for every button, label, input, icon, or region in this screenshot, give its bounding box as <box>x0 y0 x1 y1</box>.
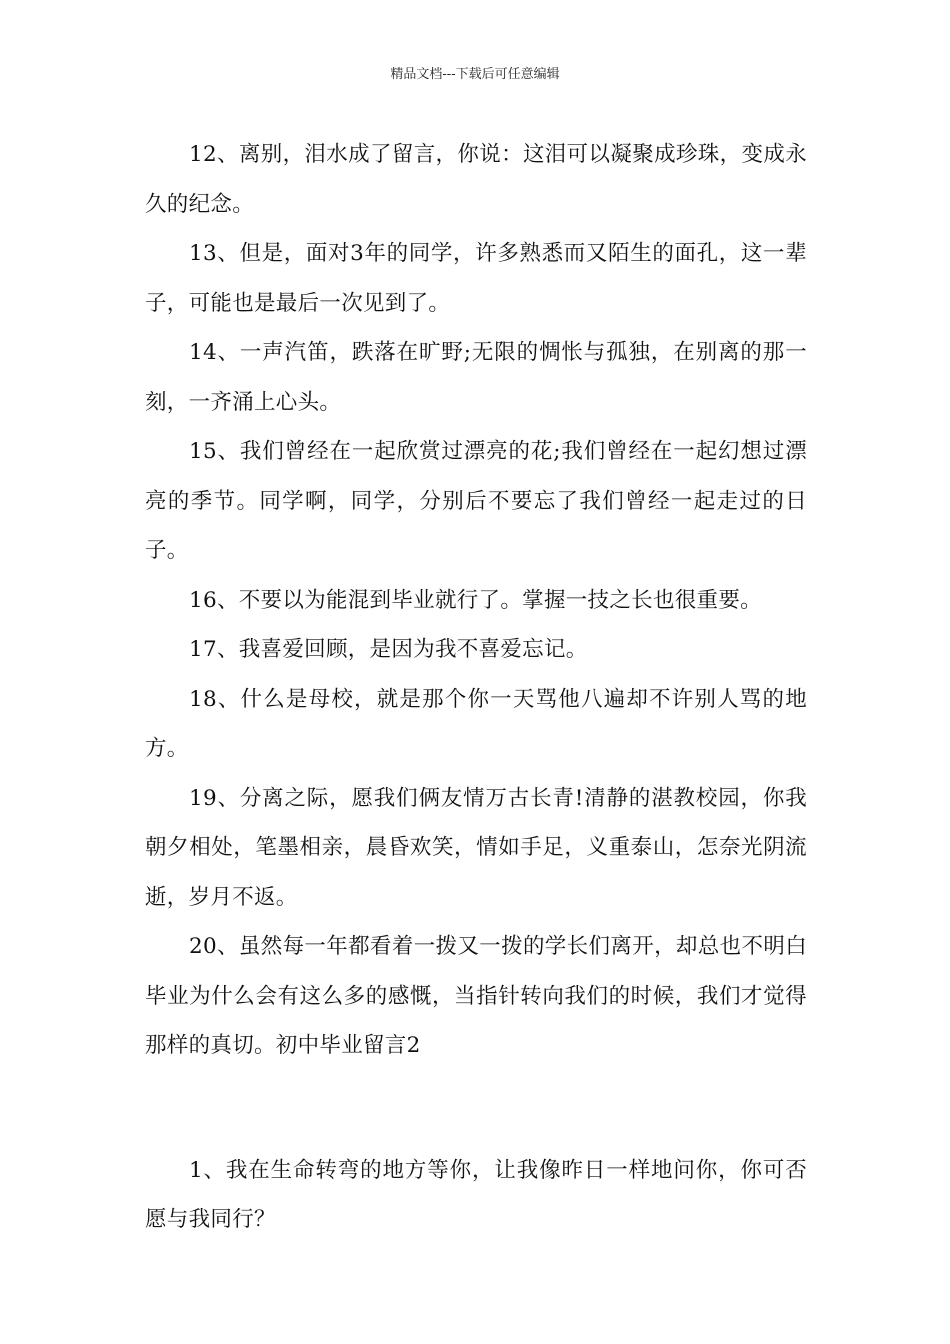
paragraph-19: 19、分离之际，愿我们俩友情万古长青!清静的湛教校园，你我朝夕相处，笔墨相亲，晨昏欢笑，情如手足，义重泰山，怎奈光阴流逝，岁月不返。 <box>145 785 807 910</box>
paragraph-15: 15、我们曾经在一起欣赏过漂亮的花;我们曾经在一起幻想过漂亮的季节。同学啊，同学，分别后不要忘了我们曾经一起走过的日子。 <box>145 439 807 563</box>
paragraph-18: 18、什么是母校，就是那个你一天骂他八遍却不许别人骂的地方。 <box>145 686 807 761</box>
paragraph-1: 1、我在生命转弯的地方等你，让我像昨日一样地问你，你可否愿与我同行？ <box>145 1157 807 1232</box>
page-header: 精品文档---下载后可任意编辑 <box>390 67 560 82</box>
paragraph-12: 12、离别，泪水成了留言，你说：这泪可以凝聚成珍珠，变成永久的纪念。 <box>145 142 807 217</box>
paragraph-14: 14、一声汽笛，跌落在旷野;无限的惆怅与孤独，在别离的那一刻，一齐涌上心头。 <box>145 340 807 415</box>
document-body <box>145 130 807 1245</box>
paragraph-20: 20、虽然每一年都看着一拨又一拨的学长们离开，却总也不明白毕业为什么会有这么多的感慨，当指针转向我们的时候，我们才觉得那样的真切。初中毕业留言2 <box>145 934 807 1058</box>
paragraph-13: 13、但是，面对3年的同学，许多熟悉而又陌生的面孔，这一辈子，可能也是最后一次见到了。 <box>145 241 807 316</box>
paragraph-17: 17、我喜爱回顾，是因为我不喜爱忘记。 <box>189 637 588 662</box>
paragraph-16: 16、不要以为能混到毕业就行了。掌握一技之长也很重要。 <box>189 587 762 613</box>
